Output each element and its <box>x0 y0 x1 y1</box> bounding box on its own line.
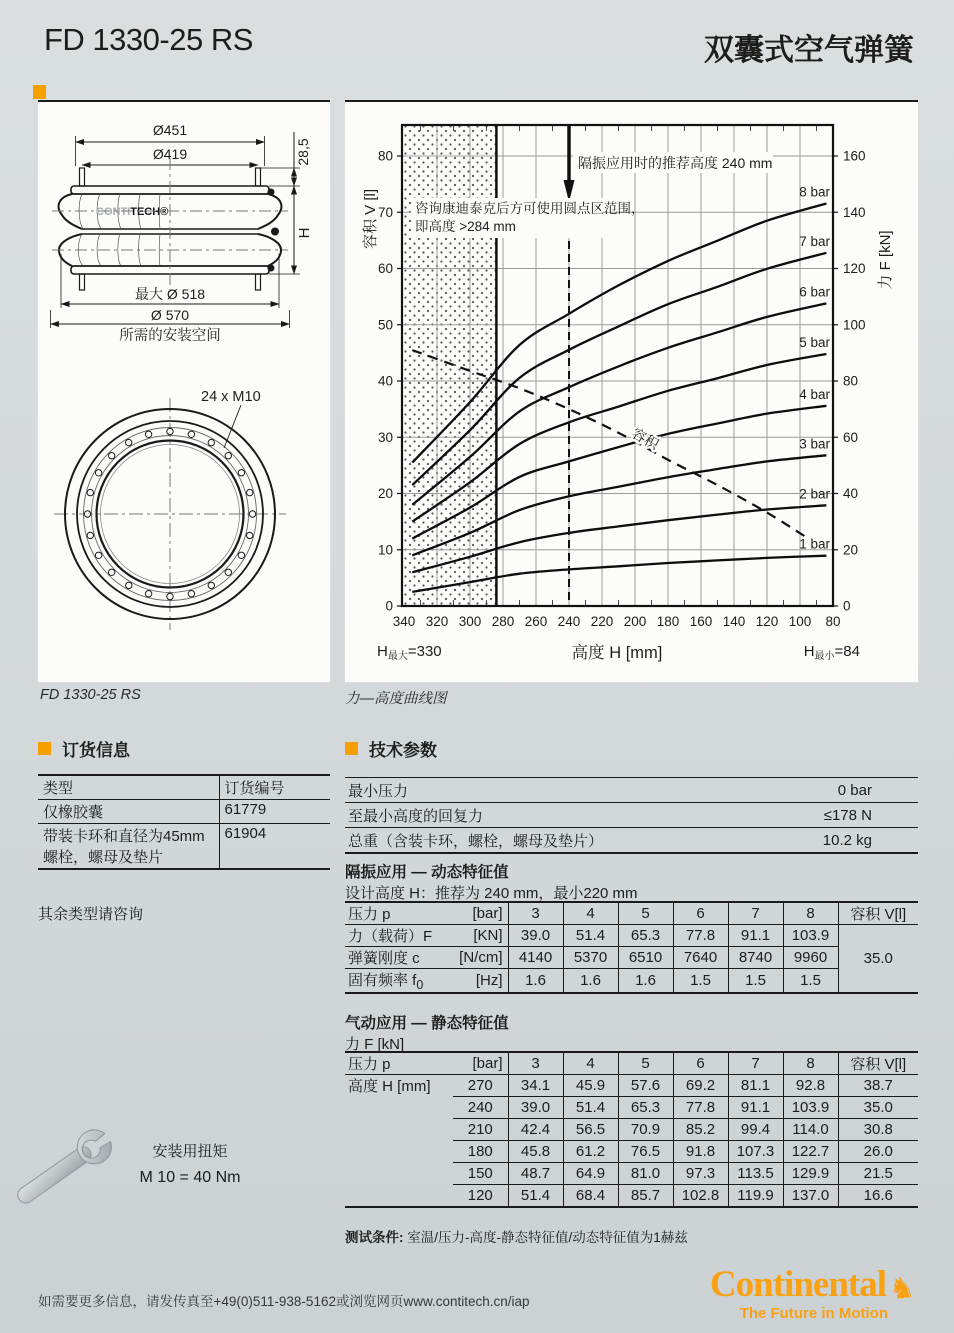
dotted-consult-region <box>402 125 496 606</box>
dimension-drawing <box>38 102 330 682</box>
svg-text:120: 120 <box>843 261 866 276</box>
svg-text:80: 80 <box>825 614 841 629</box>
curve-label-3bar: 3 bar <box>799 436 830 452</box>
svg-text:240: 240 <box>557 614 581 629</box>
table-row: 120 51.4 68.4 85.7 102.8 119.9 137.0 16.6 <box>345 1185 918 1208</box>
table-row: 240 39.0 51.4 65.3 77.8 91.1 103.9 35.0 <box>345 1097 918 1119</box>
section-order-info <box>38 736 130 761</box>
section-tech-params <box>345 736 437 761</box>
chart-ylabel-left: 容积 V [l] <box>362 188 379 250</box>
left-axis-ticks <box>378 149 402 614</box>
svg-text:100: 100 <box>843 317 866 333</box>
svg-text:30: 30 <box>377 429 393 445</box>
svg-text:50: 50 <box>377 317 393 333</box>
chart-caption: 力—高度曲线图 <box>345 691 447 707</box>
chart-panel <box>345 100 918 682</box>
recommended-height-text: 隔振应用时的推荐高度 240 mm <box>578 155 773 171</box>
svg-text:20: 20 <box>843 542 859 558</box>
dim-label-419: Ø419 <box>152 146 188 162</box>
section-title: 订货信息 <box>62 741 130 760</box>
height-row-label: 高度 H [mm] <box>345 1075 453 1208</box>
contitech-brand-text: CONTITECH® <box>96 206 169 218</box>
order-number: 61779 <box>219 800 330 824</box>
param-label: 至最小高度的回复力 <box>345 803 632 828</box>
static-title: 气动应用 — 静态特征值 <box>345 1015 509 1032</box>
dim-label-h: H <box>296 227 313 239</box>
h-max-label: $H_{最大}=330$ <box>377 643 442 662</box>
svg-text:0: 0 <box>385 598 393 614</box>
svg-text:280: 280 <box>491 614 515 629</box>
table-row <box>38 824 330 870</box>
static-subtitle: 力 F [kN] <box>345 1036 405 1053</box>
dim-label-518: 最大 Ø 518 <box>134 286 206 302</box>
chart-xlabel: 高度 H [mm] <box>571 644 663 662</box>
volume-value: 35.0 <box>838 925 918 994</box>
svg-text:140: 140 <box>843 204 866 220</box>
flange-view <box>54 389 286 630</box>
test-conditions-label: 测试条件: <box>345 1230 404 1245</box>
section-bullet <box>38 742 51 755</box>
static-characteristics-table <box>345 1051 918 1208</box>
right-axis-ticks <box>833 149 866 614</box>
svg-text:220: 220 <box>590 614 614 629</box>
svg-text:200: 200 <box>623 614 647 629</box>
curve-label-4bar: 4 bar <box>799 386 830 402</box>
dim-label-28-5: 28,5 <box>295 138 311 166</box>
dynamic-subtitle: 设计高度 H：推荐为 240 mm，最小220 mm <box>345 885 638 902</box>
svg-text:160: 160 <box>843 148 866 164</box>
svg-text:40: 40 <box>377 373 393 389</box>
table-row <box>345 828 918 854</box>
svg-text:320: 320 <box>425 614 449 629</box>
volume-curve-label: 容积 <box>629 424 662 453</box>
tech-params-table <box>345 777 918 854</box>
svg-text:60: 60 <box>377 261 393 276</box>
section-title: 技术参数 <box>369 741 437 760</box>
horse-icon: ♞ <box>887 1269 916 1307</box>
svg-text:0: 0 <box>843 598 851 614</box>
page-title-model: FD 1330-25 RS <box>44 22 253 57</box>
table-row: 210 42.4 56.5 70.9 85.2 99.4 114.0 30.8 <box>345 1119 918 1141</box>
dim-label-451: Ø451 <box>152 122 188 138</box>
dynamic-title: 隔振应用 — 动态特征值 <box>345 864 509 881</box>
svg-text:60: 60 <box>843 429 859 445</box>
bolt-pattern-label: 24 x M10 <box>201 389 261 405</box>
curve-label-2bar: 2 bar <box>799 486 830 502</box>
torque-label: 安装用扭矩 <box>152 1143 228 1160</box>
svg-text:260: 260 <box>524 614 548 629</box>
page-title-product: 双囊式空气弹簧 <box>704 34 914 67</box>
table-row: 高度 H [mm] 270 34.1 45.9 57.6 69.2 81.1 92.8 38.7 <box>345 1075 918 1097</box>
table-row: 弹簧刚度 c [N/cm] 4140 5370 6510 7640 8740 9960 <box>345 947 918 969</box>
brand-tagline: The Future in Motion <box>739 1305 888 1322</box>
test-conditions <box>345 1226 688 1246</box>
curve-label-6bar: 6 bar <box>799 284 830 300</box>
table-row <box>38 800 330 824</box>
col-header-number: 订货编号 <box>219 775 330 800</box>
svg-text:100: 100 <box>788 614 812 629</box>
section-bullet <box>345 742 358 755</box>
order-number: 61904 <box>219 824 330 870</box>
table-row <box>345 778 918 803</box>
table-header-row <box>38 775 330 800</box>
svg-text:300: 300 <box>458 614 482 629</box>
svg-text:140: 140 <box>722 614 746 629</box>
param-value: 10.2 kg <box>632 828 919 854</box>
order-type: 带装卡环和直径为45mm螺栓，螺母及垫片 <box>38 824 219 870</box>
table-row: 固有频率 $f_0$ [Hz] 1.6 1.6 1.6 1.5 1.5 1.5 <box>345 969 918 994</box>
brand-wordmark: Continental <box>709 1264 886 1305</box>
table-row: 150 48.7 64.9 81.0 97.3 113.5 129.9 21.5 <box>345 1163 918 1185</box>
param-value: 0 bar <box>632 778 919 803</box>
drawing-panel <box>38 100 330 682</box>
svg-text:80: 80 <box>377 148 393 164</box>
curve-label-1bar: 1 bar <box>799 536 830 552</box>
footer-contact: 如需要更多信息，请发传真至+49(0)511-938-5162或浏览网页www.contitech.cn/iap <box>38 1294 530 1309</box>
svg-text:120: 120 <box>755 614 779 629</box>
accent-square <box>33 85 46 99</box>
svg-text:340: 340 <box>392 614 416 629</box>
table-row: 180 45.8 61.2 76.5 91.8 107.3 122.7 26.0 <box>345 1141 918 1163</box>
svg-text:40: 40 <box>843 486 859 501</box>
param-label: 总重（含装卡环，螺栓，螺母及垫片） <box>345 828 632 854</box>
order-type: 仅橡胶囊 <box>38 800 219 824</box>
torque-value: M 10 = 40 Nm <box>139 1169 241 1186</box>
svg-text:70: 70 <box>377 204 393 220</box>
bellows-mesh <box>78 194 160 266</box>
col-header-type: 类型 <box>38 775 219 800</box>
svg-text:180: 180 <box>656 614 680 629</box>
h-min-label: $H_{最小}=84$ <box>803 643 860 662</box>
order-note: 其余类型请咨询 <box>38 906 144 923</box>
svg-text:160: 160 <box>689 614 713 629</box>
x-axis-ticks <box>393 614 841 629</box>
force-height-chart <box>345 102 918 682</box>
curve-label-8bar: 8 bar <box>799 184 830 200</box>
svg-text:80: 80 <box>843 373 859 389</box>
consult-note-line1: 咨询康迪泰克后方可使用圆点区范围， <box>415 201 645 216</box>
param-value: ≤178 N <box>632 803 919 828</box>
svg-text:10: 10 <box>377 542 393 558</box>
chart-ylabel-right: 力 F [kN] <box>877 230 894 290</box>
torque-note <box>105 1140 275 1187</box>
table-header-row: 压力 p [bar] 3 4 5 6 7 8 容积 V[l] <box>345 1052 918 1075</box>
order-info-table <box>38 774 330 870</box>
table-row <box>345 803 918 828</box>
dynamic-characteristics-table <box>345 901 918 994</box>
drawing-caption: FD 1330-25 RS <box>40 687 141 703</box>
dim-label-570: Ø 570 <box>150 307 190 323</box>
table-header-row: 压力 p [bar] 3 4 5 6 7 8 容积 V[l] <box>345 902 918 925</box>
table-row: 力（载荷）F [KN] 39.0 51.4 65.3 77.8 91.1 103.9 35.0 <box>345 925 918 947</box>
test-conditions-text: 室温/压力-高度-静态特征值/动态特征值为1赫兹 <box>403 1230 688 1245</box>
install-space-label: 所需的安装空间 <box>119 328 221 344</box>
svg-text:20: 20 <box>377 486 393 501</box>
continental-logo <box>710 1266 914 1322</box>
curve-label-5bar: 5 bar <box>799 335 830 350</box>
curve-label-7bar: 7 bar <box>799 233 830 249</box>
consult-note-line2: 即高度 >284 mm <box>415 219 516 234</box>
param-label: 最小压力 <box>345 778 632 803</box>
